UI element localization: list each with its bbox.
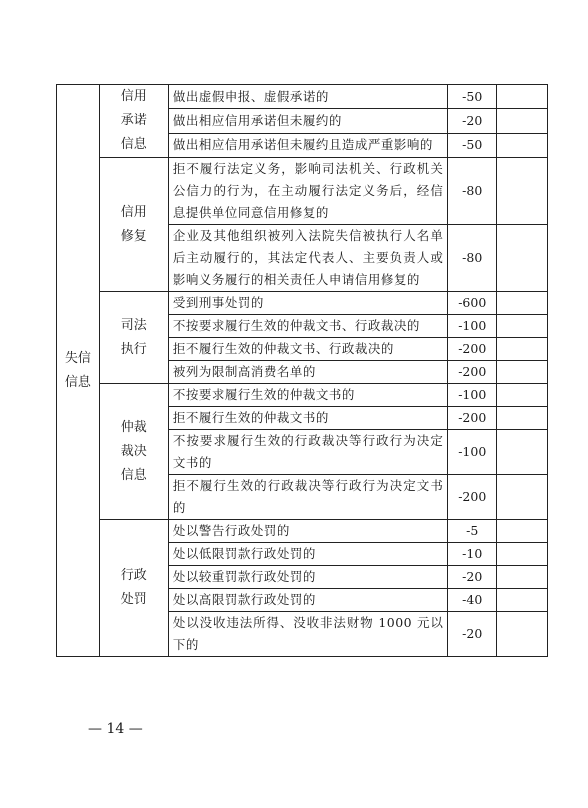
item-score: -20 [448, 566, 497, 589]
blank-cell [497, 338, 548, 361]
item-description: 受到刑事处罚的 [168, 292, 448, 315]
blank-cell [497, 589, 548, 612]
item-score: -10 [448, 543, 497, 566]
group-label: 行政处罚 [120, 568, 147, 607]
blank-cell [497, 361, 548, 384]
item-score: -200 [448, 407, 497, 430]
group-cell-judicial [99, 292, 168, 384]
main-category-label: 失信信息 [64, 350, 91, 390]
blank-cell [497, 566, 548, 589]
blank-cell [497, 430, 548, 475]
blank-cell [497, 225, 548, 292]
item-description: 处以低限罚款行政处罚的 [168, 543, 448, 566]
item-description: 处以警告行政处罚的 [168, 520, 448, 543]
item-score: -5 [448, 520, 497, 543]
table-row [57, 158, 548, 225]
group-cell-arbitration [99, 384, 168, 520]
blank-cell [497, 292, 548, 315]
item-score: -80 [448, 158, 497, 225]
item-description: 做出相应信用承诺但未履约且造成严重影响的 [168, 133, 448, 157]
blank-cell [497, 407, 548, 430]
item-description: 处以高限罚款行政处罚的 [168, 589, 448, 612]
blank-cell [497, 475, 548, 520]
group-label: 司法执行 [120, 317, 147, 357]
item-description: 拒不履行生效的行政裁决等行政行为决定文书的 [168, 475, 448, 520]
item-description: 企业及其他组织被列入法院失信被执行人名单后主动履行的，其法定代表人、主要负责人或影响义务履行的相关责任人申请信用修复的 [168, 225, 448, 292]
blank-cell [497, 315, 548, 338]
item-description: 不按要求履行生效的仲裁文书的 [168, 384, 448, 407]
blank-cell [497, 85, 548, 109]
item-description: 做出相应信用承诺但未履约的 [168, 109, 448, 133]
item-score: -200 [448, 475, 497, 520]
table-row [57, 85, 548, 109]
item-description: 处以没收违法所得、没收非法财物 1000 元以下的 [168, 612, 448, 657]
group-label: 仲裁裁决信息 [120, 419, 147, 483]
table-row [57, 520, 548, 543]
item-description: 拒不履行生效的仲裁文书、行政裁决的 [168, 338, 448, 361]
dishonesty-score-table [56, 84, 548, 657]
item-score: -200 [448, 361, 497, 384]
blank-cell [497, 520, 548, 543]
blank-cell [497, 109, 548, 133]
group-label: 信用修复 [120, 204, 147, 244]
group-label: 信用承诺信息 [120, 89, 147, 152]
page-number: — 14 — [88, 721, 143, 737]
item-score: -50 [448, 133, 497, 157]
item-score: -200 [448, 338, 497, 361]
blank-cell [497, 158, 548, 225]
table-row [57, 384, 548, 407]
item-score: -100 [448, 315, 497, 338]
group-cell-credit-commitment [99, 85, 168, 158]
blank-cell [497, 612, 548, 657]
table-row [57, 292, 548, 315]
blank-cell [497, 133, 548, 157]
item-score: -50 [448, 85, 497, 109]
item-score: -20 [448, 612, 497, 657]
item-score: -100 [448, 384, 497, 407]
item-score: -100 [448, 430, 497, 475]
item-description: 拒不履行生效的仲裁文书的 [168, 407, 448, 430]
item-description: 不按要求履行生效的行政裁决等行政行为决定文书的 [168, 430, 448, 475]
item-score: -20 [448, 109, 497, 133]
group-cell-credit-repair [99, 158, 168, 292]
group-cell-administrative [99, 520, 168, 657]
item-description: 不按要求履行生效的仲裁文书、行政裁决的 [168, 315, 448, 338]
blank-cell [497, 384, 548, 407]
item-description: 处以较重罚款行政处罚的 [168, 566, 448, 589]
item-description: 做出虚假申报、虚假承诺的 [168, 85, 448, 109]
item-description: 拒不履行法定义务，影响司法机关、行政机关公信力的行为，在主动履行法定义务后，经信息提供单位同意信用修复的 [168, 158, 448, 225]
item-description: 被列为限制高消费名单的 [168, 361, 448, 384]
item-score: -40 [448, 589, 497, 612]
item-score: -80 [448, 225, 497, 292]
main-category-cell [57, 85, 100, 657]
item-score: -600 [448, 292, 497, 315]
blank-cell [497, 543, 548, 566]
